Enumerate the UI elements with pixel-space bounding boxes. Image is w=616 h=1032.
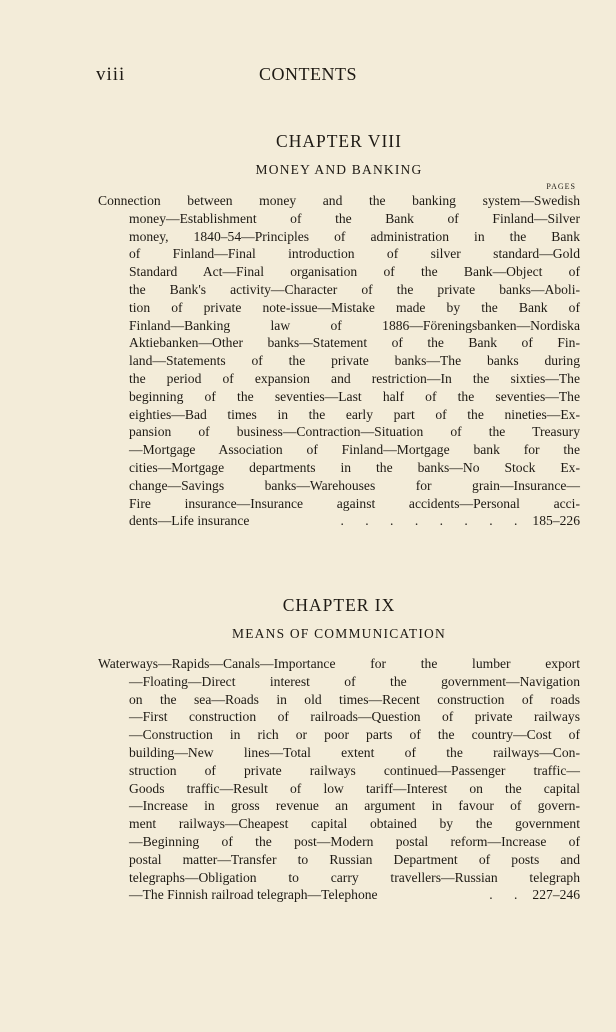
synopsis-line: —Floating—Direct interest of the government—Navigation <box>129 673 580 689</box>
page-range: 227–246 <box>532 887 580 903</box>
synopsis-line: building—New lines—Total extent of the railways—Con- <box>129 744 580 760</box>
synopsis-line: money—Establishment of the Bank of Finland—Silver <box>129 210 580 226</box>
chapter-ix-synopsis <box>98 655 580 904</box>
synopsis-line-text: dents—Life insurance <box>129 513 250 529</box>
synopsis-line: cities—Mortgage departments in the banks—No Stock Ex- <box>129 459 580 475</box>
synopsis-line: Finland—Banking law of 1886—Föreningsbanken—Nordiska <box>129 317 580 333</box>
synopsis-line: ment railways—Cheapest capital obtained by the government <box>129 816 580 832</box>
synopsis-line: —Mortgage Association of Finland—Mortgage bank for the <box>129 442 580 458</box>
synopsis-line: —Construction in rich or poor parts of the country—Cost of <box>129 727 580 743</box>
dot-leader: . . <box>489 887 527 903</box>
synopsis-line: postal matter—Transfer to Russian Department of posts and <box>129 851 580 867</box>
synopsis-line: money, 1840–54—Principles of administration in the Bank <box>129 228 580 244</box>
synopsis-line: pansion of business—Contraction—Situation of the Treasury <box>129 424 580 440</box>
synopsis-line: Aktiebanken—Other banks—Statement of the Bank of Fin- <box>129 335 580 351</box>
synopsis-line: on the sea—Roads in old times—Recent construction of roads <box>129 691 580 707</box>
synopsis-last-line <box>98 512 580 530</box>
chapter-viii-heading: CHAPTER VIII <box>276 131 402 151</box>
chapter-viii-synopsis <box>98 192 580 530</box>
running-title: CONTENTS <box>259 64 357 84</box>
synopsis-line: eighties—Bad times in the early part of the nineties—Ex- <box>129 406 580 422</box>
chapter-viii-subtitle: MONEY AND BANKING <box>255 162 423 177</box>
synopsis-line: —First construction of railroads—Question of private railways <box>129 709 580 725</box>
running-head <box>96 64 520 86</box>
synopsis-line: the Bank's activity—Character of the private banks—Aboli- <box>129 281 580 297</box>
synopsis-line-text: —The Finnish railroad telegraph—Telephone <box>129 887 378 903</box>
synopsis-line: Fire insurance—Insurance against accidents—Personal acci- <box>129 495 580 511</box>
synopsis-line: —Increase in gross revenue an argument in favour of govern- <box>129 798 580 814</box>
page-number: viii <box>96 64 126 85</box>
synopsis-line: Standard Act—Final organisation of the Bank—Object of <box>129 264 580 280</box>
dot-leader: . . . . . . . . <box>340 513 527 529</box>
synopsis-line: beginning of the seventies—Last half of the seventies—The <box>129 388 580 404</box>
synopsis-line: —Beginning of the post—Modern postal reform—Increase of <box>129 833 580 849</box>
synopsis-line: of Finland—Final introduction of silver standard—Gold <box>129 246 580 262</box>
synopsis-line: Connection between money and the banking system—Swedish <box>98 193 580 208</box>
synopsis-line: Waterways—Rapids—Canals—Importance for the lumber export <box>98 656 580 671</box>
chapter-ix-heading: CHAPTER IX <box>282 595 396 615</box>
chapter-ix-subtitle: MEANS OF COMMUNICATION <box>232 626 446 641</box>
synopsis-line: telegraphs—Obligation to carry travellers—Russian telegraph <box>129 869 580 885</box>
synopsis-line: land—Statements of the private banks—The banks during <box>129 353 580 369</box>
page-range: 185–226 <box>532 513 580 529</box>
synopsis-last-line <box>98 886 580 904</box>
synopsis-line: struction of private railways continued—Passenger traffic— <box>129 762 580 778</box>
synopsis-line: change—Savings banks—Warehouses for grain—Insurance— <box>129 477 580 493</box>
pages-label: PAGES <box>546 182 576 191</box>
synopsis-line: Goods traffic—Result of low tariff—Interest on the capital <box>129 780 580 796</box>
synopsis-line: tion of private note-issue—Mistake made by the Bank of <box>129 299 580 315</box>
synopsis-line: the period of expansion and restriction—In the sixties—The <box>129 370 580 386</box>
